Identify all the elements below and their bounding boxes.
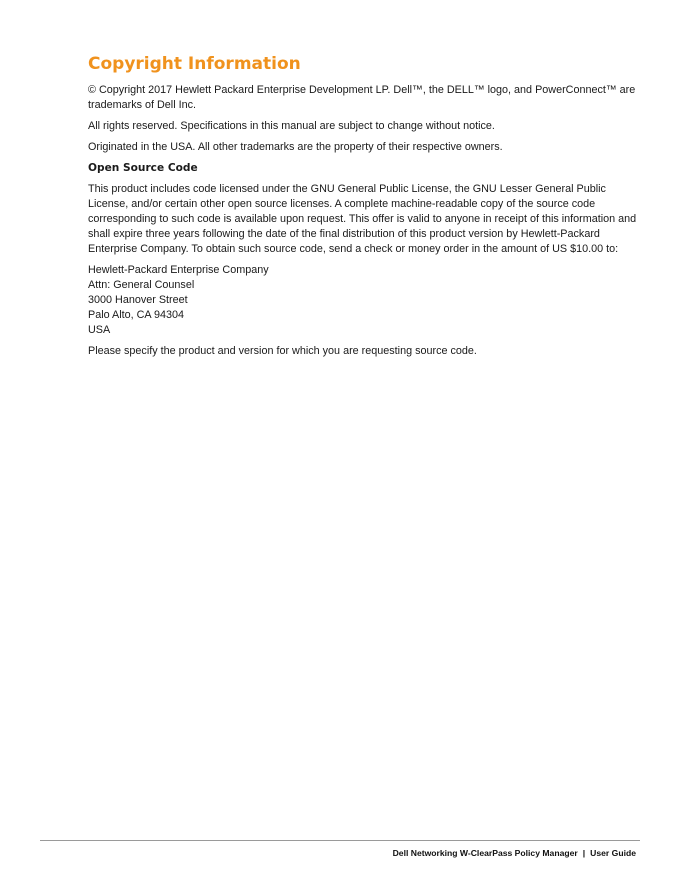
address-line: USA — [88, 324, 111, 336]
address-line: Attn: General Counsel — [88, 279, 195, 291]
address-line: Palo Alto, CA 94304 — [88, 309, 185, 321]
address-line: 3000 Hanover Street — [88, 294, 188, 306]
footer-product-name: Dell Networking W-ClearPass Policy Manager — [392, 848, 578, 858]
page-title: Copyright Information — [88, 54, 301, 74]
page-content — [88, 52, 644, 365]
copyright-paragraph: © Copyright 2017 Hewlett Packard Enterprise Development LP. Dell™, the DELL™ logo, and PowerConnect™ are trademarks of Dell Inc. — [88, 84, 636, 111]
closing-paragraph: Please specify the product and version for which you are requesting source code. — [88, 345, 477, 357]
footer-guide-name: User Guide — [590, 848, 636, 858]
origin-paragraph: Originated in the USA. All other trademarks are the property of their respective owners. — [88, 141, 503, 153]
footer-divider — [40, 840, 640, 841]
rights-paragraph: All rights reserved. Specifications in this manual are subject to change without notice. — [88, 120, 495, 132]
open-source-paragraph: This product includes code licensed under the GNU General Public License, the GNU Lesser General Public License, and/or certain other open source licenses. A complete machine-readable copy of the source code corresponding to such code is available upon request. This offer is valid to anyone in receipt of this information and shall expire three years following the date of the final distribution of this product version by Hewlett-Packard Enterprise Company. To obtain such source code, send a check or money order in the amount of US $10.00 to: — [88, 183, 637, 255]
mailing-address — [88, 263, 644, 338]
page-footer — [393, 848, 636, 858]
footer-separator: | — [582, 848, 586, 858]
open-source-heading: Open Source Code — [88, 162, 198, 174]
address-line: Hewlett-Packard Enterprise Company — [88, 264, 269, 276]
